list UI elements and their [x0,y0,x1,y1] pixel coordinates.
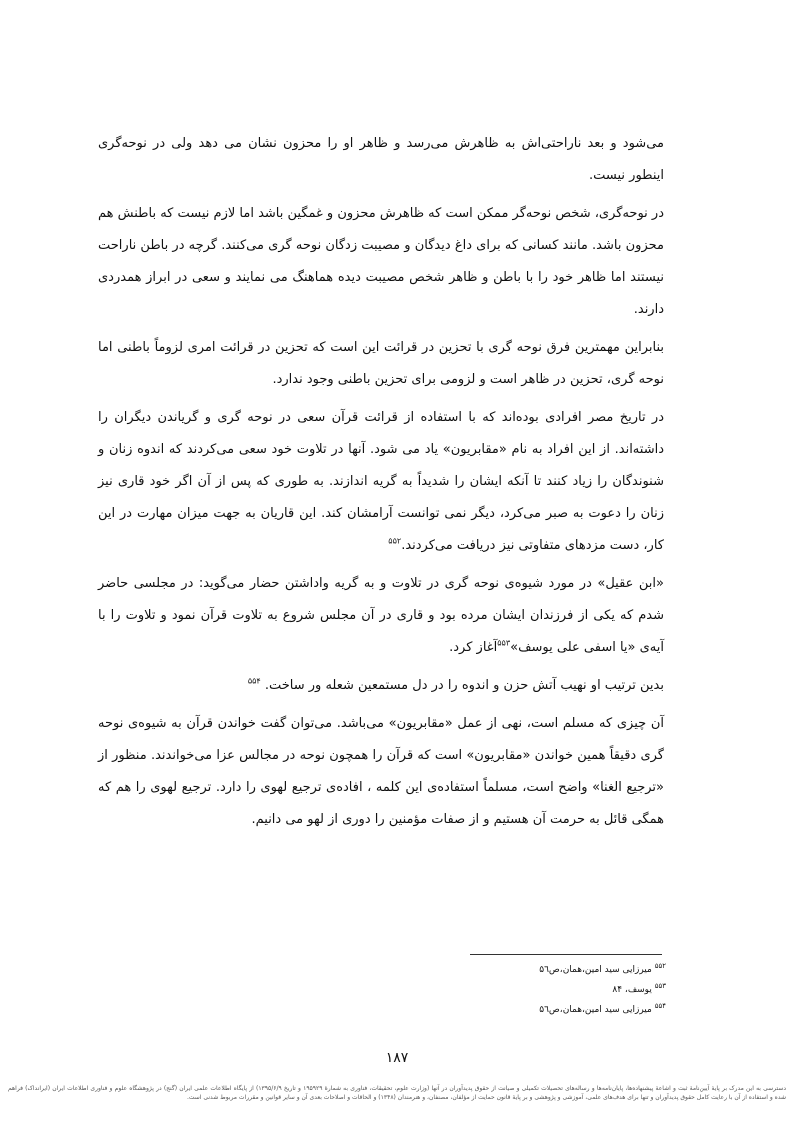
paragraph-5 [98,568,664,664]
footnote-text: میرزایی سید امین،همان،ص۵٦ [539,965,652,975]
footnote-text: میرزایی سید امین،همان،ص۵٦ [539,1005,652,1015]
paragraph-3: بنابراین مهمترین فرق نوحه گری با تحزین در قرائت این است که تحزین در قرائت امری لزوماً باطنی اما نوحه گری، تحزین در ظاهر است و لزومی برای تحزین باطنی وجود ندارد. [98,340,664,387]
paragraph-6 [98,670,664,702]
paragraph-1: می‌شود و بعد ناراحتی‌اش به ظاهرش می‌رسد و ظاهر او را محزون نشان می دهد ولی در نوحه‌گری اینطور نیست. [98,136,664,183]
paragraph-6-text: بدین ترتیب او نهیب آتش حزن و اندوه را در دل مستمعین شعله ور ساخت. [264,678,664,693]
footnote-552 [300,960,666,980]
footnote-ref-553[interactable]: ۵۵۳ [497,638,511,648]
footnote-number: ۵۵۴ [654,1002,666,1010]
footnote-number: ۵۵۲ [654,962,666,970]
paragraph-2: در نوحه‌گری، شخص نوحه‌گر ممکن است که ظاهرش محزون و غمگین باشد اما لازم نیست که باطنش هم محزون باشد. مانند کسانی که برای داغ دیدگان و مصیبت زدگان نوحه گری می‌کنند. گرچه در باطن ناراحت نیستند اما ظاهر خود را با باطن و ظاهر شخص مصیبت دیده هماهنگ می نمایند و سعی در ابراز همدردی دارند. [98,206,664,317]
paragraph-5-text-2: آغاز کرد. [449,640,498,655]
paragraph-4 [98,402,664,562]
copyright-notice: دسترسی به این مدرک بر پایهٔ آیین‌نامهٔ ثبت و اشاعهٔ پیشنهاده‌ها، پایان‌نامه‌ها و رساله‌های تحصیلات تکمیلی و صیانت از حقوق پدیدآوران در آنها (وزارت علوم، تحقیقات، فناوری به شمارهٔ ۱۹۵۹۲۹ و تاریخ ۱۳۹۵/۶/۹) از پایگاه اطلاعات علمی ایران (گنج) در پژوهشگاه علوم و فناوری اطلاعات ایران (ایرانداک) فراهم شده و استفاده از آن با رعایت کامل حقوق پدیدآوران و تنها برای هدف‌های علمی، آموزشی و پژوهشی و بر پایهٔ قانون حمایت از مؤلفان، مصنفان، و هنرمندان (۱۳۴۸) و الحاقات و اصلاحات بعدی آن و سایر قوانین و مقررات مربوط شدنی است. [8,1085,786,1101]
footnote-ref-554[interactable]: ۵۵۴ [247,676,261,686]
footnote-553 [300,980,666,1000]
footnote-ref-552[interactable]: ۵۵۲ [388,536,402,546]
footnote-554 [300,1000,666,1020]
footnote-text: یوسف، ۸۴ [612,985,652,995]
footnotes [300,960,666,1020]
footnote-number: ۵۵۳ [654,982,666,990]
paragraph-5-text-1: «ابن عقیل» در مورد شیوه‌ی نوحه گری در تلاوت و به گریه واداشتن حضار می‌گوید: در مجلسی حاضر شدم که یکی از فرزندان ایشان مرده بود و قاری در آن مجلس شروع به تلاوت قرآن نمود و تلاوت را با آیه‌ی «یا اسفی علی یوسف» [98,576,664,655]
paragraph-4-text: در تاریخ مصر افرادی بوده‌اند که با استفاده از قرائت قرآن سعی در نوحه گری و گریاندن دیگران را داشته‌اند. از این افراد به نام «مقابریون» یاد می شود. آنها در تلاوت خود سعی می‌کردند که اندوه زنان و شنوندگان را زیاد کنند تا آنکه ایشان را شدیداً به گریه اندازند. به طوری که پس از آن اگر خود قاری نیز زنان را دعوت به صبر می‌کرد، دیگر نمی توانست آرامشان کند. این قاریان به جهت میزان مهارت در این کار، دست مزدهای متفاوتی نیز دریافت می‌کردند. [98,410,664,553]
body-text [98,128,664,842]
paragraph-7: آن چیزی که مسلم است، نهی از عمل «مقابریون» می‌باشد. می‌توان گفت خواندن قرآن به شیوه‌ی نوحه گری دقیقاً همین خواندن «مقابریون» است که قرآن را همچون نوحه در مجالس عزا می‌خواندند. منظور از «ترجیع الغنا» واضح است، مسلماً استفاده‌ی این کلمه ، افاده‌ی ترجیع لهوی را دارد. ترجیع لهوی را هم که همگی قائل به حرمت آن هستیم و از صفات مؤمنین را دوری از لهو می دانیم. [98,716,664,827]
page-number: ۱۸۷ [385,1050,409,1066]
footnote-divider [470,954,662,955]
